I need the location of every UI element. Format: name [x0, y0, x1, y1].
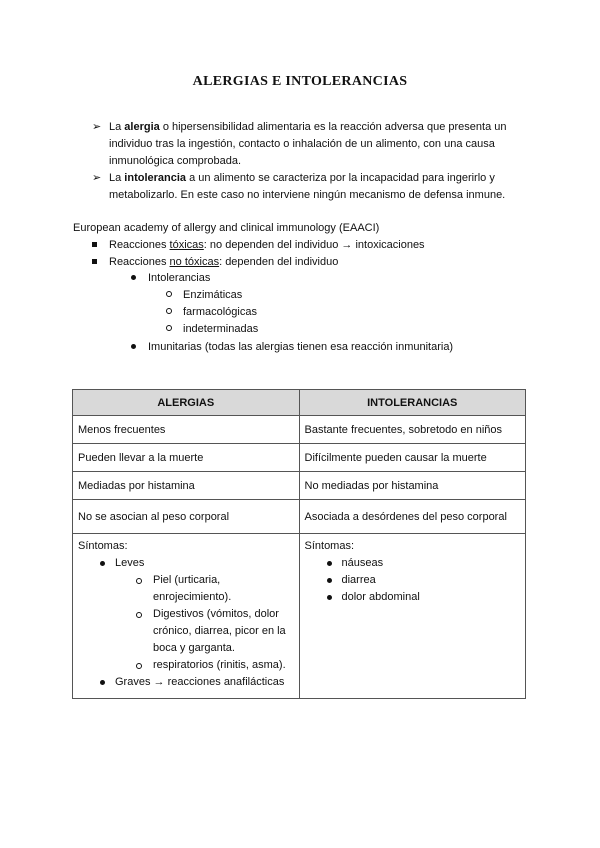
- square-bullet-icon: [92, 259, 97, 264]
- table-header-row: [73, 390, 526, 416]
- term-intolerance: intolerancia: [124, 172, 187, 184]
- intol-type-item: [166, 304, 257, 321]
- table-row: [73, 444, 526, 472]
- intolerance-symptoms-cell: [299, 534, 526, 699]
- disc-bullet-icon: [100, 680, 105, 685]
- definition-allergy: [92, 119, 512, 170]
- definition-pre: La: [109, 172, 125, 184]
- item-label: Intolerancias: [148, 272, 211, 284]
- item-pre: Reacciones: [109, 239, 170, 251]
- table-row: [73, 416, 526, 444]
- item-post: : no dependen del individuo → intoxicaciones: [203, 239, 425, 251]
- table-row: [73, 500, 526, 534]
- table-cell: Pueden llevar a la muerte: [73, 444, 300, 472]
- toxic-reactions-item: [92, 237, 425, 254]
- item-label: Leves: [115, 557, 145, 569]
- list-item: [78, 657, 294, 674]
- disc-bullet-icon: [100, 561, 105, 566]
- eaaci-heading: European academy of allergy and clinical immunology (EAACI): [73, 222, 380, 234]
- table-cell: Menos frecuentes: [73, 416, 300, 444]
- arrow-bullet-icon: ➢: [92, 121, 102, 133]
- item-label: indeterminadas: [183, 323, 259, 335]
- table-cell: No mediadas por histamina: [299, 472, 526, 500]
- item-label: Piel (urticaria, enrojecimiento).: [153, 574, 232, 603]
- allergy-symptoms-cell: [73, 534, 300, 699]
- definition-text: o hipersensibilidad alimentaria es la reacción adversa que presenta un individuo tras la ingestión, contacto o inhalación de un alimento, con una causa inmunológica comprobada.: [109, 121, 507, 167]
- list-item: [78, 674, 294, 691]
- table-cell: No se asocian al peso corporal: [73, 500, 300, 534]
- circle-bullet-icon: [136, 663, 142, 669]
- item-pre: Reacciones: [109, 256, 170, 268]
- definitions-list: [92, 119, 512, 204]
- disc-bullet-icon: [131, 344, 136, 349]
- term-allergy: alergia: [124, 121, 160, 133]
- intol-type-item: [166, 287, 242, 304]
- definition-intolerance: [92, 170, 512, 204]
- list-item: [78, 555, 294, 572]
- table-row: [73, 472, 526, 500]
- item-label: Enzimáticas: [183, 289, 243, 301]
- inmunitarias-item: [131, 339, 453, 356]
- table-cell: Bastante frecuentes, sobretodo en niños: [299, 416, 526, 444]
- comparison-table: [72, 389, 526, 699]
- table-cell: Difícilmente pueden causar la muerte: [299, 444, 526, 472]
- symptoms-label: Síntomas:: [78, 540, 128, 552]
- table-cell: Mediadas por histamina: [73, 472, 300, 500]
- circle-bullet-icon: [136, 612, 142, 618]
- list-item: [78, 572, 294, 606]
- definition-text: a un alimento se caracteriza por la incapacidad para ingerirlo y metabolizarlo. En este caso no interviene ningún mecanismo de defensa inmune.: [109, 172, 506, 201]
- circle-bullet-icon: [166, 325, 172, 331]
- item-label: Digestivos (vómitos, dolor crónico, diarrea, picor en la boca y garganta.: [153, 608, 286, 654]
- list-item: [78, 606, 294, 657]
- circle-bullet-icon: [166, 291, 172, 297]
- column-header: ALERGIAS: [73, 390, 300, 416]
- disc-bullet-icon: [327, 578, 332, 583]
- disc-bullet-icon: [131, 275, 136, 280]
- intol-type-item: [166, 321, 258, 338]
- circle-bullet-icon: [166, 308, 172, 314]
- item-label: farmacológicas: [183, 306, 257, 318]
- list-item: [305, 572, 521, 589]
- list-item: [305, 555, 521, 572]
- item-label: dolor abdominal: [341, 591, 420, 603]
- item-label: Imunitarias (todas las alergias tienen esa reacción inmunitaria): [148, 341, 454, 353]
- square-bullet-icon: [92, 242, 97, 247]
- table-row-symptoms: [73, 534, 526, 699]
- item-underlined: no tóxicas: [169, 256, 220, 268]
- definition-pre: La: [109, 121, 125, 133]
- disc-bullet-icon: [327, 595, 332, 600]
- item-label: Graves → reacciones anafilácticas: [115, 676, 285, 688]
- item-label: náuseas: [341, 557, 384, 569]
- intolerancias-item: [131, 270, 210, 287]
- item-label: respiratorios (rinitis, asma).: [153, 659, 286, 671]
- column-header: INTOLERANCIAS: [299, 390, 526, 416]
- item-underlined: tóxicas: [169, 239, 204, 251]
- circle-bullet-icon: [136, 578, 142, 584]
- nontoxic-reactions-item: [92, 254, 338, 271]
- page-title: ALERGIAS E INTOLERANCIAS: [192, 74, 408, 89]
- item-label: diarrea: [341, 574, 376, 586]
- list-item: [305, 589, 521, 606]
- table-cell: Asociada a desórdenes del peso corporal: [299, 500, 526, 534]
- disc-bullet-icon: [327, 561, 332, 566]
- symptoms-label: Síntomas:: [304, 540, 355, 552]
- arrow-bullet-icon: ➢: [92, 172, 102, 184]
- item-post: : dependen del individuo: [219, 256, 339, 268]
